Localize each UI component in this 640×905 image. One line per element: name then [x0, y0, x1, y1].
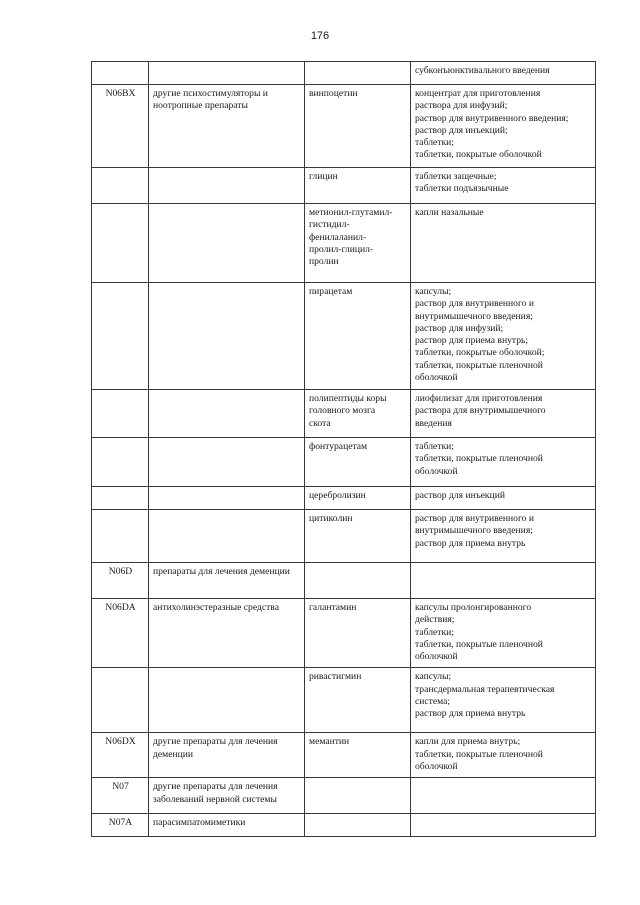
drug-name-line: полипептиды коры: [309, 393, 387, 404]
table-row: [92, 733, 596, 778]
drug-name-line: глицин: [309, 171, 338, 182]
dosage-form-line: таблетки, покрытые пленочной: [415, 359, 543, 371]
dosage-form-line: раствор для инъекций: [415, 490, 505, 501]
drug-name-cell: [305, 85, 411, 168]
group-name-cell: [149, 390, 305, 438]
atc-code-cell: N06D: [92, 563, 149, 599]
group-name-cell: препараты для лечения деменции: [149, 563, 305, 599]
atc-code-cell: [92, 168, 149, 204]
dosage-form-line: раствор для инъекций;: [415, 124, 508, 136]
dosage-form-cell: [411, 204, 596, 283]
atc-code-cell: N06BX: [92, 85, 149, 168]
drug-name-line: ривастигмин: [309, 671, 362, 683]
dosage-form-cell: [411, 668, 596, 733]
table-row: [92, 487, 596, 510]
dosage-form-cell: [411, 283, 596, 390]
drug-name-line: цитиколин: [309, 513, 353, 524]
drug-name-line: пролил-глицил-: [309, 243, 374, 255]
dosage-form-cell: [411, 599, 596, 668]
drug-name-cell: [305, 814, 411, 837]
drug-name-line: фонтурацетам: [309, 441, 368, 452]
drug-name-cell: [305, 390, 411, 438]
dosage-form-cell: [411, 487, 596, 510]
dosage-form-line: таблетки, покрытые оболочкой: [415, 149, 542, 161]
drug-name-cell: [305, 599, 411, 668]
dosage-form-line: лиофилизат для приготовления: [415, 393, 543, 404]
group-name-cell: [149, 487, 305, 510]
dosage-form-line: внутримышечного введения;: [415, 310, 533, 322]
dosage-form-line: система;: [415, 696, 451, 708]
atc-code-cell: N07: [92, 778, 149, 814]
dosage-form-cell: [411, 438, 596, 487]
dosage-form-line: оболочкой: [415, 761, 458, 773]
drug-name-cell: [305, 168, 411, 204]
dosage-form-cell: [411, 510, 596, 563]
table-row: [92, 814, 596, 837]
dosage-form-line: раствор для инфузий;: [415, 322, 504, 334]
atc-code-cell: [92, 62, 149, 85]
dosage-form-line: внутримышечного введения;: [415, 525, 533, 537]
atc-code-cell: [92, 510, 149, 563]
atc-code-cell: N06DX: [92, 733, 149, 778]
table-row: [92, 283, 596, 390]
dosage-form-cell: [411, 778, 596, 814]
dosage-form-cell: [411, 62, 596, 85]
drug-name-cell: [305, 62, 411, 85]
dosage-form-line: раствор для приема внутрь;: [415, 335, 529, 347]
group-name-cell: антихолинэстеразные средства: [149, 599, 305, 668]
group-name-cell: [149, 438, 305, 487]
dosage-form-line: оболочкой: [415, 465, 458, 477]
dosage-form-line: капсулы пролонгированного: [415, 602, 532, 613]
dosage-form-line: таблетки, покрытые пленочной: [415, 638, 543, 650]
drug-name-line: мемантин: [309, 736, 350, 748]
group-name-cell: [149, 510, 305, 563]
drug-name-line: фенилаланил-: [309, 231, 367, 243]
dosage-form-cell: [411, 814, 596, 837]
atc-code-cell: [92, 487, 149, 510]
group-name-cell: другие препараты для лечения заболеваний нервной системы: [149, 778, 305, 814]
drug-name-line: скота: [309, 417, 331, 429]
drug-name-cell: [305, 283, 411, 390]
dosage-form-line: таблетки, покрытые оболочкой;: [415, 347, 545, 359]
group-name-cell: [149, 204, 305, 283]
page-number: 176: [310, 30, 330, 42]
dosage-form-line: таблетки, покрытые пленочной: [415, 453, 543, 465]
dosage-form-cell: [411, 168, 596, 204]
table-body: [92, 62, 596, 837]
dosage-form-line: капли назальные: [415, 207, 484, 218]
dosage-form-line: оболочкой: [415, 651, 458, 663]
table-row: [92, 85, 596, 168]
atc-code-cell: [92, 668, 149, 733]
table-row: [92, 62, 596, 85]
drug-name-line: винпоцетин: [309, 88, 358, 99]
dosage-form-line: раствора для инфузий;: [415, 100, 508, 112]
atc-code-cell: [92, 438, 149, 487]
table-row: [92, 599, 596, 668]
drug-name-cell: [305, 438, 411, 487]
dosage-form-line: таблетки;: [415, 441, 454, 452]
dosage-form-line: таблетки;: [415, 626, 454, 638]
drug-name-cell: [305, 733, 411, 778]
drug-list-table: [91, 61, 596, 837]
atc-code-cell: [92, 283, 149, 390]
table-row: [92, 204, 596, 283]
dosage-form-line: раствора для внутримышечного: [415, 405, 546, 417]
dosage-form-line: таблетки;: [415, 137, 454, 149]
drug-name-line: пирацетам: [309, 286, 353, 297]
drug-name-cell: [305, 204, 411, 283]
dosage-form-line: раствор для внутривенного и: [415, 298, 534, 310]
atc-code-cell: N07A: [92, 814, 149, 837]
group-name-cell: парасимпатомиметики: [149, 814, 305, 837]
drug-name-line: галантамин: [309, 602, 357, 613]
group-name-cell: другие препараты для лечения деменции: [149, 733, 305, 778]
atc-code-cell: [92, 390, 149, 438]
table-row: [92, 390, 596, 438]
drug-name-cell: [305, 668, 411, 733]
dosage-form-line: раствор для приема внутрь: [415, 708, 526, 720]
group-name-cell: [149, 668, 305, 733]
table-row: [92, 168, 596, 204]
group-name-cell: другие психостимуляторы и ноотропные препараты: [149, 85, 305, 168]
atc-code-cell: N06DA: [92, 599, 149, 668]
dosage-form-line: таблетки защечные;: [415, 171, 497, 182]
group-name-cell: [149, 62, 305, 85]
dosage-form-cell: [411, 563, 596, 599]
drug-name-cell: [305, 510, 411, 563]
drug-name-line: церебролизин: [309, 490, 366, 501]
dosage-form-cell: [411, 733, 596, 778]
dosage-form-line: раствор для внутривенного и: [415, 513, 534, 524]
group-name-cell: [149, 283, 305, 390]
dosage-form-line: субконъюнктивального введения: [415, 65, 550, 76]
dosage-form-line: капли для приема внутрь;: [415, 736, 521, 748]
dosage-form-line: таблетки подъязычные: [415, 183, 509, 195]
group-name-cell: [149, 168, 305, 204]
dosage-form-line: действия;: [415, 614, 455, 626]
dosage-form-line: введения: [415, 417, 452, 429]
dosage-form-line: таблетки, покрытые пленочной: [415, 748, 543, 760]
dosage-form-cell: [411, 390, 596, 438]
drug-name-line: головного мозга: [309, 405, 376, 417]
dosage-form-line: раствор для внутривенного введения;: [415, 112, 569, 124]
dosage-form-cell: [411, 85, 596, 168]
table-row: [92, 778, 596, 814]
drug-name-line: пролин: [309, 256, 339, 268]
dosage-form-line: капсулы;: [415, 671, 452, 683]
table-row: [92, 438, 596, 487]
drug-name-line: метионил-глутамил-: [309, 207, 393, 218]
drug-name-line: гистидил-: [309, 219, 350, 231]
dosage-form-line: концентрат для приготовления: [415, 88, 541, 99]
dosage-form-line: капсулы;: [415, 286, 452, 297]
table-row: [92, 510, 596, 563]
dosage-form-line: оболочкой: [415, 372, 458, 384]
dosage-form-line: раствор для приема внутрь: [415, 537, 526, 549]
atc-code-cell: [92, 204, 149, 283]
drug-name-cell: [305, 563, 411, 599]
drug-name-cell: [305, 778, 411, 814]
table-row: [92, 563, 596, 599]
drug-name-cell: [305, 487, 411, 510]
table-row: [92, 668, 596, 733]
dosage-form-line: трансдермальная терапевтическая: [415, 683, 555, 695]
